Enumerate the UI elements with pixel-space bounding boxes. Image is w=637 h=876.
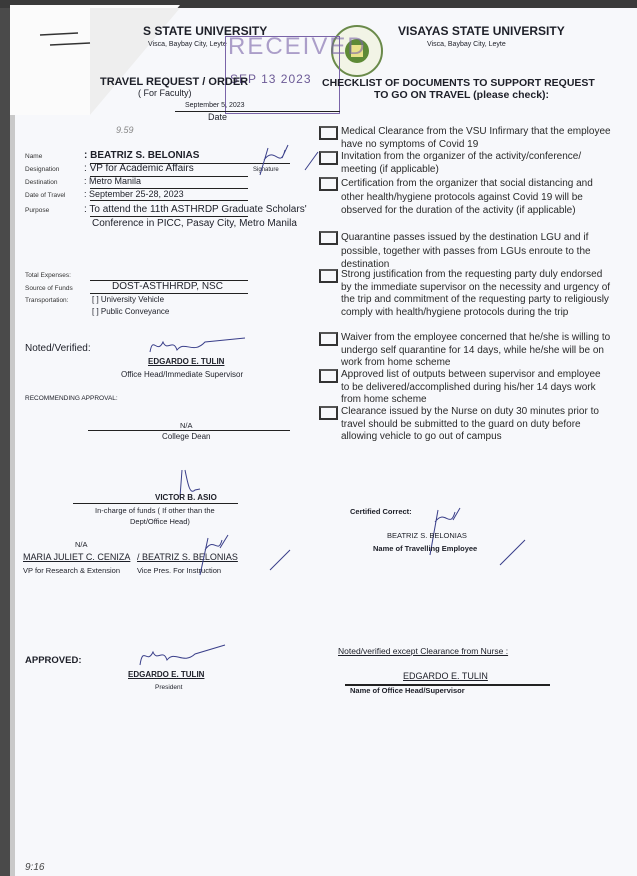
funds-incharge-title-1: In-charge of funds ( If other than the [95,506,215,515]
university-name-left: S STATE UNIVERSITY [143,24,268,38]
checklist-item: Quarantine passes issued by the destination LGU and if possible, together with passes from LGUs enroute to the destination [341,232,591,270]
vp-research-title: VP for Research & Extension [23,566,120,575]
noted-title: Office Head/Immediate Supervisor [121,370,244,379]
transport-university-vehicle[interactable]: [ ] University Vehicle [92,295,165,304]
nurse-label: Noted/verified except Clearance from Nurse : [338,646,509,656]
checkbox-certification[interactable] [319,177,338,191]
checkbox-medical-clearance[interactable] [319,126,338,140]
recommending-label: RECOMMENDING APPROVAL: [25,395,118,402]
checkbox-waiver[interactable] [319,332,338,346]
noted-signature [145,330,255,358]
checklist-item: Approved list of outputs between supervisor and employee to be delivered/accomplished during his/her 14 days work from home scheme [341,369,601,405]
approved-signature [135,640,235,670]
university-address-right: Visca, Baybay City, Leyte [427,41,506,48]
folded-corner [10,5,190,120]
form-title: TRAVEL REQUEST / ORDER [100,76,249,88]
destination-label: Destination [25,179,58,186]
expenses-label: Total Expenses: [25,272,71,279]
signature-scribble [250,140,320,180]
vp-instruction-title: Vice Pres. For Instruction [137,566,222,575]
checklist-title: CHECKLIST OF DOCUMENTS TO SUPPORT REQUEST [322,77,595,89]
checkbox-quarantine-passes[interactable] [319,231,338,245]
stamp-date: SEP 13 2023 [230,72,312,86]
checkbox-invitation[interactable] [319,151,338,165]
vp-research-na: N/A [75,540,88,549]
nurse-name: EDGARDO E. TULIN [403,671,488,681]
checkbox-justification[interactable] [319,269,338,283]
certified-label: Certified Correct: [350,507,412,516]
noted-label: Noted/Verified: [25,343,91,354]
travel-date-label: Date of Travel [25,192,66,199]
name-value: : BEATRIZ S. BELONIAS [84,150,200,161]
form-subtitle: ( For Faculty) [138,88,192,98]
vp-instruction-signature [150,530,300,580]
transport-label: Transportation: [25,297,69,304]
university-name-right: VISAYAS STATE UNIVERSITY [398,24,565,38]
dean-name: N/A [180,421,193,430]
funds-label: Source of Funds [25,285,73,292]
checklist-item: Strong justification from the requesting party duly endorsed by the immediate supervisor on the necessity and urgency of the trip and commitment of the requesting party to religiously comply with health/hygiene protocols during the trip [341,269,611,318]
approved-label: APPROVED: [25,655,82,666]
purpose-value-2: Conference in PICC, Pasay City, Metro Manila [92,218,297,229]
checklist-item: Invitation from the organizer of the activity/conference/ meeting (if applicable) [341,151,582,175]
purpose-label: Purpose [25,207,50,214]
signature-label: Signature [253,167,279,173]
nurse-title: Name of Office Head/Supervisor [350,686,465,695]
scan-edge [0,0,10,876]
scan-edge-shadow [10,0,15,876]
funds-incharge-title-2: Dept/Office Head) [130,517,190,526]
travel-date-value: : September 25-28, 2023 [84,189,184,199]
checklist-item: Clearance issued by the Nurse on duty 30 minutes prior to travel should be submitted to the guard on duty before allowing vehicle to go out of campus [341,406,599,442]
checkbox-approved-outputs[interactable] [319,369,338,383]
name-label: Name [25,153,43,160]
transport-public-conveyance[interactable]: [ ] Public Conveyance [92,307,170,316]
purpose-value-1: : To attend the 11th ASTHRDP Graduate Scholars' [84,204,307,215]
destination-value: : Metro Manila [84,176,142,186]
vp-instruction-name: / BEATRIZ S. BELONIAS [137,552,238,562]
checklist-item: Waiver from the employee concerned that he/she is willing to undergo self quarantine for 14 days, while he/she will be on work from home scheme [341,332,611,368]
checklist-item: Medical Clearance from the VSU Infirmary that the employee have no symptoms of Covid 19 [341,126,611,150]
approved-title: President [155,684,183,691]
funds-value: DOST-ASTHHRDP, NSC [112,281,223,292]
vp-research-name: MARIA JULIET C. CENIZA [23,552,131,562]
designation-label: Designation [25,166,60,173]
certified-title: Name of Travelling Employee [373,544,478,553]
certified-name: BEATRIZ S. BELONIAS [387,531,467,540]
approved-name: EDGARDO E. TULIN [128,670,205,679]
handwritten-time: 9.59 [116,125,134,135]
date-label: Date [208,112,228,122]
stamp-text: RECEIVED [228,33,367,60]
checkbox-nurse-clearance[interactable] [319,406,338,420]
noted-name: EDGARDO E. TULIN [148,357,225,366]
dean-title: College Dean [162,432,211,441]
funds-incharge-name: VICTOR B. ASIO [155,493,217,502]
footer-handwritten-note: 9:16 [25,862,45,873]
university-address-left: Visca, Baybay City, Leyte [148,41,227,48]
checklist-item: Certification from the organizer that social distancing and other health/hygiene protocols against Covid 19 will be observed for the duration of the activity (if applicable) [341,178,593,216]
date-value: September 5, 2023 [185,102,245,109]
checklist-subtitle: TO GO ON TRAVEL (please check): [374,89,550,101]
designation-value: : VP for Academic Affairs [84,163,194,174]
